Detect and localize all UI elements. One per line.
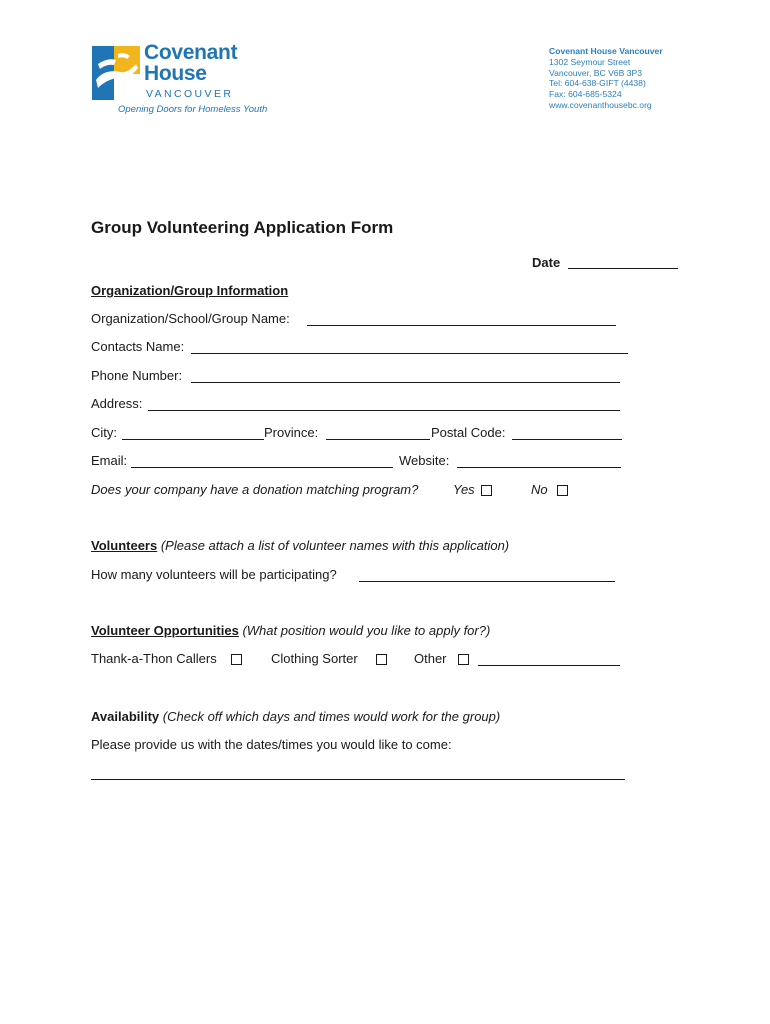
address-street: 1302 Seymour Street [549, 56, 631, 67]
option-thankathon-label: Thank-a-Thon Callers [91, 651, 217, 666]
matching-yes-label: Yes [453, 482, 475, 497]
matching-question: Does your company have a donation matching program? [91, 482, 419, 497]
covenant-house-logo [92, 41, 282, 120]
matching-no-checkbox[interactable] [557, 485, 568, 496]
opportunities-heading: Volunteer Opportunities [91, 623, 239, 638]
availability-note: (Check off which days and times would work for the group) [162, 709, 501, 724]
availability-heading-row [91, 709, 500, 724]
province-label: Province: [264, 425, 319, 440]
logo-name-line2: House [144, 62, 207, 85]
option-clothing-checkbox[interactable] [376, 654, 387, 665]
organization-address-block [549, 46, 663, 111]
address-tel: Tel: 604-638-GIFT (4438) [549, 78, 646, 89]
availability-field[interactable] [91, 779, 625, 780]
address-title: Covenant House Vancouver [549, 46, 663, 56]
opportunities-heading-row [91, 623, 490, 638]
phone-label: Phone Number: [91, 368, 183, 383]
matching-no-label: No [531, 482, 548, 497]
logo-tagline: Opening Doors for Homeless Youth [118, 104, 268, 115]
email-field[interactable] [131, 467, 393, 468]
org-section-heading: Organization/Group Information [91, 283, 289, 298]
address-label: Address: [91, 396, 143, 411]
phone-field[interactable] [191, 382, 620, 383]
city-label: City: [91, 425, 117, 440]
address-fax: Fax: 604-685-5324 [549, 89, 622, 100]
availability-prompt: Please provide us with the dates/times you would like to come: [91, 737, 452, 752]
logo-name [144, 42, 237, 84]
province-field[interactable] [326, 439, 430, 440]
website-label: Website: [399, 453, 450, 468]
volunteers-heading-row [91, 538, 509, 553]
availability-heading: Availability [91, 709, 160, 724]
address-field[interactable] [148, 410, 620, 411]
postal-code-label: Postal Code: [431, 425, 506, 440]
website-field[interactable] [457, 467, 621, 468]
logo-city: VANCOUVER [146, 88, 234, 100]
address-website: www.covenanthousebc.org [549, 99, 652, 110]
postal-code-field[interactable] [512, 439, 622, 440]
date-label: Date [532, 255, 561, 270]
logo-name-line1: Covenant [144, 41, 238, 64]
volunteers-note: (Please attach a list of volunteer names with this application) [160, 538, 510, 553]
volunteer-count-label: How many volunteers will be participating? [91, 567, 337, 582]
contacts-name-label: Contacts Name: [91, 339, 185, 354]
option-other-label: Other [414, 651, 447, 666]
address-city: Vancouver, BC V6B 3P3 [549, 67, 642, 78]
email-label: Email: [91, 453, 128, 468]
matching-yes-checkbox[interactable] [481, 485, 492, 496]
city-field[interactable] [122, 439, 264, 440]
option-other-checkbox[interactable] [458, 654, 469, 665]
volunteers-heading: Volunteers [91, 538, 158, 553]
logo-hands-icon [92, 46, 140, 100]
contacts-name-field[interactable] [191, 353, 628, 354]
opportunities-note: (What position would you like to apply for?) [242, 623, 491, 638]
org-name-label: Organization/School/Group Name: [91, 311, 290, 326]
org-name-field[interactable] [307, 325, 616, 326]
form-title: Group Volunteering Application Form [91, 218, 394, 237]
volunteer-count-field[interactable] [359, 581, 615, 582]
option-thankathon-checkbox[interactable] [231, 654, 242, 665]
option-clothing-label: Clothing Sorter [271, 651, 358, 666]
option-other-field[interactable] [478, 665, 620, 666]
date-field[interactable] [568, 268, 678, 269]
